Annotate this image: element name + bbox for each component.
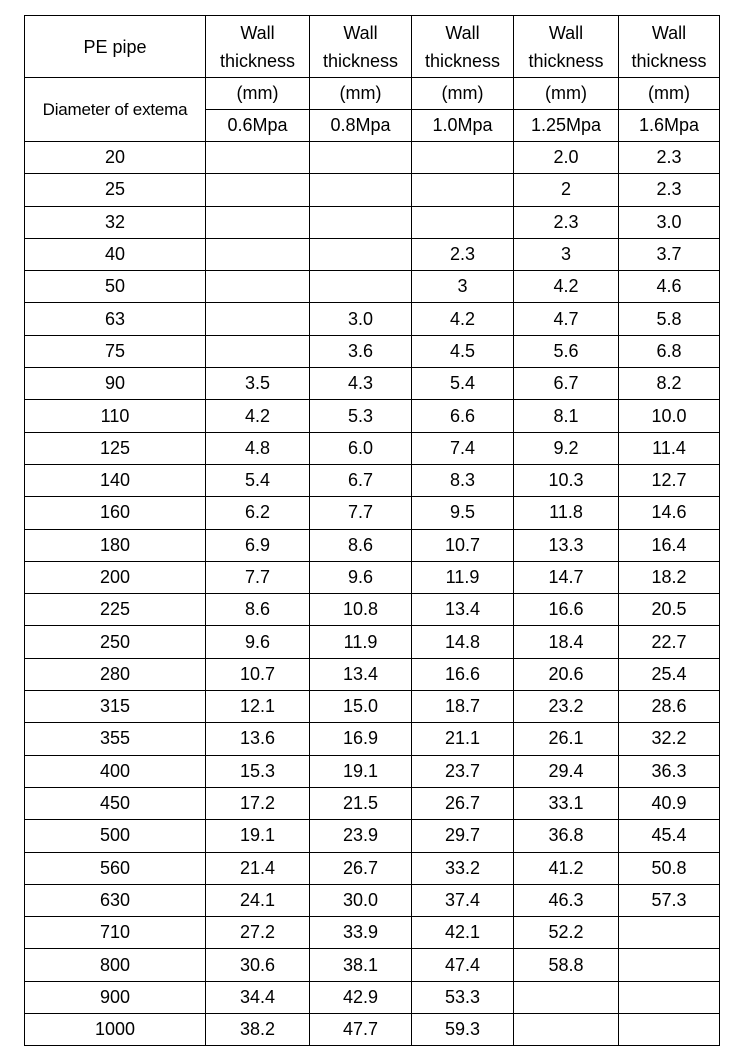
unit-header: (mm) [412, 78, 514, 110]
thickness-cell: 25.4 [619, 658, 720, 690]
thickness-cell: 14.7 [514, 561, 619, 593]
thickness-cell: 11.8 [514, 497, 619, 529]
thickness-cell: 4.3 [310, 368, 412, 400]
thickness-cell: 58.8 [514, 949, 619, 981]
thickness-cell: 52.2 [514, 917, 619, 949]
pressure-header: 0.8Mpa [310, 110, 412, 142]
thickness-cell: 5.4 [412, 368, 514, 400]
thickness-cell [619, 981, 720, 1013]
thickness-cell: 26.7 [412, 787, 514, 819]
thickness-cell: 11.9 [412, 561, 514, 593]
diameter-cell: 20 [25, 142, 206, 174]
thickness-cell: 13.4 [412, 594, 514, 626]
diameter-cell: 125 [25, 432, 206, 464]
thickness-cell: 10.7 [206, 658, 310, 690]
diameter-cell: 50 [25, 271, 206, 303]
thickness-cell: 7.4 [412, 432, 514, 464]
diameter-cell: 250 [25, 626, 206, 658]
pressure-header: 0.6Mpa [206, 110, 310, 142]
thickness-cell: 36.8 [514, 820, 619, 852]
thickness-cell: 10.7 [412, 529, 514, 561]
thickness-cell: 13.6 [206, 723, 310, 755]
thickness-cell: 9.2 [514, 432, 619, 464]
thickness-cell [412, 174, 514, 206]
thickness-cell: 23.2 [514, 691, 619, 723]
diameter-cell: 180 [25, 529, 206, 561]
thickness-cell [514, 981, 619, 1013]
table-row [25, 949, 720, 981]
unit-header: (mm) [514, 78, 619, 110]
diameter-cell: 630 [25, 884, 206, 916]
thickness-cell: 8.6 [206, 594, 310, 626]
thickness-cell: 4.2 [206, 400, 310, 432]
unit-header: (mm) [619, 78, 720, 110]
wall-thickness-header-1.25: Wall thickness [514, 16, 619, 78]
thickness-cell: 40.9 [619, 787, 720, 819]
thickness-cell: 13.3 [514, 529, 619, 561]
thickness-cell: 16.9 [310, 723, 412, 755]
thickness-cell: 9.6 [206, 626, 310, 658]
thickness-cell: 20.6 [514, 658, 619, 690]
pressure-header: 1.0Mpa [412, 110, 514, 142]
table-row [25, 723, 720, 755]
thickness-cell [310, 142, 412, 174]
thickness-cell [412, 142, 514, 174]
thickness-cell: 57.3 [619, 884, 720, 916]
thickness-cell: 15.3 [206, 755, 310, 787]
thickness-cell: 27.2 [206, 917, 310, 949]
thickness-cell: 6.6 [412, 400, 514, 432]
thickness-cell: 23.9 [310, 820, 412, 852]
table-row [25, 271, 720, 303]
thickness-cell: 16.6 [514, 594, 619, 626]
diameter-cell: 200 [25, 561, 206, 593]
thickness-cell: 15.0 [310, 691, 412, 723]
table-row [25, 787, 720, 819]
thickness-cell: 16.6 [412, 658, 514, 690]
table-row [25, 432, 720, 464]
thickness-cell: 17.2 [206, 787, 310, 819]
thickness-cell: 2.3 [619, 142, 720, 174]
thickness-cell [310, 271, 412, 303]
thickness-cell: 4.5 [412, 335, 514, 367]
diameter-cell: 225 [25, 594, 206, 626]
table-row [25, 1014, 720, 1046]
thickness-cell: 3.0 [310, 303, 412, 335]
table-row [25, 561, 720, 593]
thickness-cell: 42.9 [310, 981, 412, 1013]
thickness-cell: 5.4 [206, 464, 310, 496]
thickness-cell: 6.8 [619, 335, 720, 367]
thickness-cell: 4.2 [412, 303, 514, 335]
table-row [25, 594, 720, 626]
diameter-cell: 25 [25, 174, 206, 206]
table-row [25, 238, 720, 270]
thickness-cell [619, 1014, 720, 1046]
thickness-cell: 8.6 [310, 529, 412, 561]
thickness-cell [619, 949, 720, 981]
thickness-cell [310, 174, 412, 206]
thickness-cell: 8.3 [412, 464, 514, 496]
pressure-header: 1.25Mpa [514, 110, 619, 142]
thickness-cell [206, 335, 310, 367]
thickness-cell: 5.3 [310, 400, 412, 432]
thickness-cell: 38.2 [206, 1014, 310, 1046]
thickness-cell [310, 206, 412, 238]
thickness-cell: 42.1 [412, 917, 514, 949]
wall-thickness-header-0.8: Wall thickness [310, 16, 412, 78]
diameter-cell: 355 [25, 723, 206, 755]
thickness-cell: 28.6 [619, 691, 720, 723]
thickness-cell: 10.0 [619, 400, 720, 432]
thickness-cell: 26.7 [310, 852, 412, 884]
table-row [25, 884, 720, 916]
table-row [25, 206, 720, 238]
thickness-cell: 13.4 [310, 658, 412, 690]
wall-thickness-header-0.6: Wall thickness [206, 16, 310, 78]
thickness-cell: 3.6 [310, 335, 412, 367]
pressure-header: 1.6Mpa [619, 110, 720, 142]
corner-header-diameter: Diameter of extema [25, 78, 206, 142]
diameter-cell: 560 [25, 852, 206, 884]
thickness-cell [310, 238, 412, 270]
table-row [25, 981, 720, 1013]
thickness-cell: 50.8 [619, 852, 720, 884]
thickness-cell: 11.9 [310, 626, 412, 658]
thickness-cell: 32.2 [619, 723, 720, 755]
thickness-cell: 22.7 [619, 626, 720, 658]
thickness-cell: 10.3 [514, 464, 619, 496]
thickness-cell: 12.1 [206, 691, 310, 723]
table-row [25, 691, 720, 723]
unit-header: (mm) [206, 78, 310, 110]
thickness-cell: 8.1 [514, 400, 619, 432]
table-row [25, 464, 720, 496]
diameter-cell: 900 [25, 981, 206, 1013]
thickness-cell: 2.3 [412, 238, 514, 270]
thickness-cell: 47.4 [412, 949, 514, 981]
thickness-cell [206, 206, 310, 238]
thickness-cell: 26.1 [514, 723, 619, 755]
thickness-cell: 5.8 [619, 303, 720, 335]
thickness-cell: 38.1 [310, 949, 412, 981]
table-row [25, 626, 720, 658]
thickness-cell: 6.7 [310, 464, 412, 496]
thickness-cell: 34.4 [206, 981, 310, 1013]
thickness-cell: 33.9 [310, 917, 412, 949]
thickness-cell: 21.4 [206, 852, 310, 884]
thickness-cell: 3.5 [206, 368, 310, 400]
thickness-cell: 7.7 [310, 497, 412, 529]
table-row [25, 529, 720, 561]
thickness-cell: 53.3 [412, 981, 514, 1013]
thickness-cell: 4.6 [619, 271, 720, 303]
diameter-cell: 500 [25, 820, 206, 852]
thickness-cell: 4.8 [206, 432, 310, 464]
header-row-units [25, 78, 720, 110]
diameter-cell: 400 [25, 755, 206, 787]
diameter-cell: 160 [25, 497, 206, 529]
thickness-cell: 47.7 [310, 1014, 412, 1046]
thickness-cell: 20.5 [619, 594, 720, 626]
thickness-cell: 2.0 [514, 142, 619, 174]
header-row-wall-thickness [25, 16, 720, 78]
thickness-cell: 9.5 [412, 497, 514, 529]
thickness-cell: 29.4 [514, 755, 619, 787]
thickness-cell: 7.7 [206, 561, 310, 593]
diameter-cell: 32 [25, 206, 206, 238]
thickness-cell [206, 238, 310, 270]
thickness-cell: 21.5 [310, 787, 412, 819]
thickness-cell: 36.3 [619, 755, 720, 787]
table-row [25, 497, 720, 529]
diameter-cell: 450 [25, 787, 206, 819]
thickness-cell: 11.4 [619, 432, 720, 464]
thickness-cell: 3 [514, 238, 619, 270]
wall-thickness-header-1.0: Wall thickness [412, 16, 514, 78]
thickness-cell: 3 [412, 271, 514, 303]
thickness-cell: 18.4 [514, 626, 619, 658]
thickness-cell: 5.6 [514, 335, 619, 367]
thickness-cell: 33.1 [514, 787, 619, 819]
thickness-cell [206, 142, 310, 174]
thickness-cell: 19.1 [310, 755, 412, 787]
table-row [25, 755, 720, 787]
wall-thickness-header-1.6: Wall thickness [619, 16, 720, 78]
thickness-cell: 8.2 [619, 368, 720, 400]
thickness-cell: 18.2 [619, 561, 720, 593]
thickness-cell: 12.7 [619, 464, 720, 496]
diameter-cell: 90 [25, 368, 206, 400]
thickness-cell: 18.7 [412, 691, 514, 723]
thickness-cell: 4.2 [514, 271, 619, 303]
thickness-cell: 3.0 [619, 206, 720, 238]
table-row [25, 400, 720, 432]
thickness-cell: 6.7 [514, 368, 619, 400]
thickness-cell: 6.2 [206, 497, 310, 529]
thickness-cell: 2.3 [619, 174, 720, 206]
thickness-cell: 4.7 [514, 303, 619, 335]
thickness-cell: 23.7 [412, 755, 514, 787]
thickness-cell: 21.1 [412, 723, 514, 755]
thickness-cell [206, 303, 310, 335]
table-row [25, 658, 720, 690]
diameter-cell: 710 [25, 917, 206, 949]
table-row [25, 852, 720, 884]
thickness-cell: 14.6 [619, 497, 720, 529]
thickness-cell: 46.3 [514, 884, 619, 916]
diameter-cell: 75 [25, 335, 206, 367]
thickness-cell: 2.3 [514, 206, 619, 238]
thickness-cell [514, 1014, 619, 1046]
thickness-cell: 19.1 [206, 820, 310, 852]
thickness-cell: 16.4 [619, 529, 720, 561]
thickness-cell [206, 174, 310, 206]
thickness-cell: 30.0 [310, 884, 412, 916]
table-row [25, 174, 720, 206]
table-row [25, 303, 720, 335]
thickness-cell [412, 206, 514, 238]
unit-header: (mm) [310, 78, 412, 110]
thickness-cell: 59.3 [412, 1014, 514, 1046]
diameter-cell: 280 [25, 658, 206, 690]
table-row [25, 142, 720, 174]
thickness-cell: 33.2 [412, 852, 514, 884]
thickness-cell: 6.9 [206, 529, 310, 561]
thickness-cell: 41.2 [514, 852, 619, 884]
thickness-cell: 2 [514, 174, 619, 206]
diameter-cell: 315 [25, 691, 206, 723]
table-row [25, 820, 720, 852]
thickness-cell: 29.7 [412, 820, 514, 852]
thickness-cell: 14.8 [412, 626, 514, 658]
diameter-cell: 1000 [25, 1014, 206, 1046]
thickness-cell: 37.4 [412, 884, 514, 916]
table-row [25, 368, 720, 400]
thickness-cell [206, 271, 310, 303]
pe-pipe-wall-thickness-table [24, 15, 720, 1046]
diameter-cell: 40 [25, 238, 206, 270]
thickness-cell: 30.6 [206, 949, 310, 981]
diameter-cell: 800 [25, 949, 206, 981]
thickness-cell: 10.8 [310, 594, 412, 626]
table-row [25, 917, 720, 949]
thickness-cell: 9.6 [310, 561, 412, 593]
diameter-cell: 140 [25, 464, 206, 496]
thickness-cell: 24.1 [206, 884, 310, 916]
thickness-cell: 3.7 [619, 238, 720, 270]
diameter-cell: 63 [25, 303, 206, 335]
thickness-cell [619, 917, 720, 949]
thickness-cell: 6.0 [310, 432, 412, 464]
corner-header-pe-pipe: PE pipe [25, 16, 206, 78]
thickness-cell: 45.4 [619, 820, 720, 852]
table-row [25, 335, 720, 367]
diameter-cell: 110 [25, 400, 206, 432]
